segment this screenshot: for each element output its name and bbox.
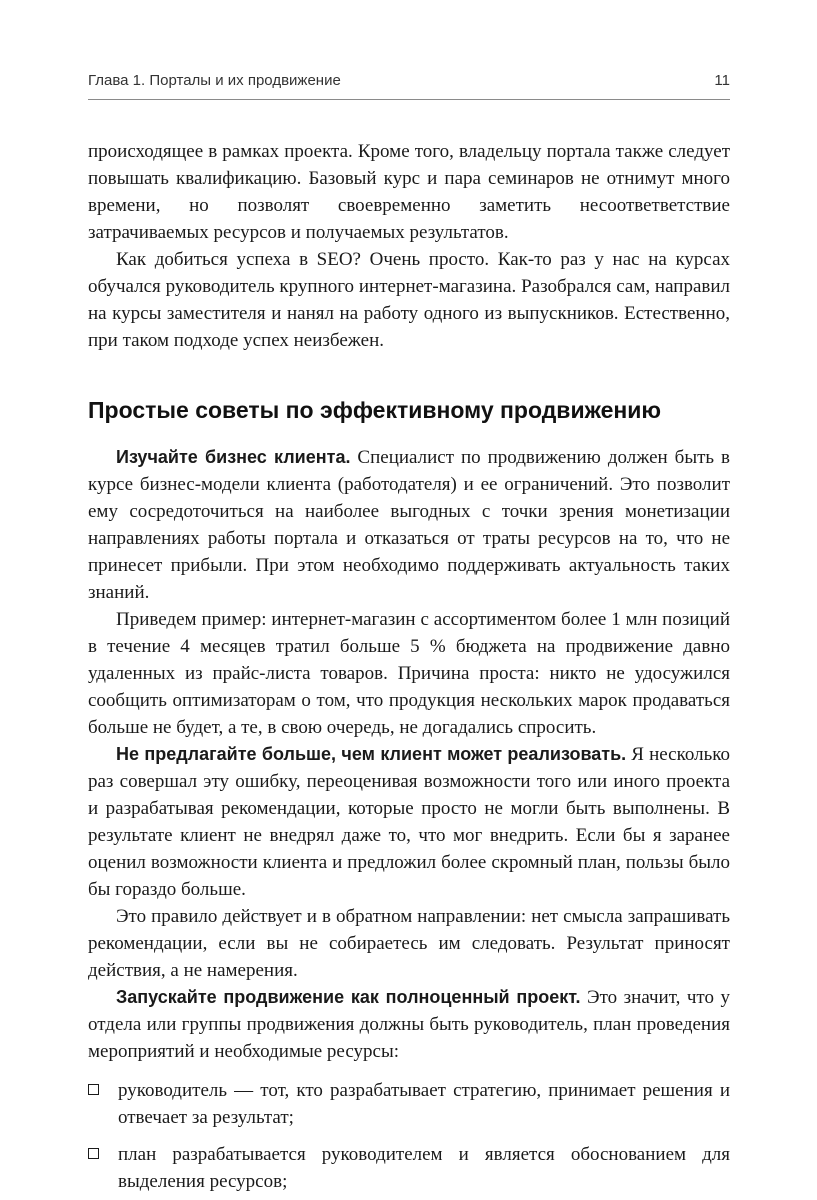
run-in-heading: Изучайте бизнес клиента. <box>116 447 351 467</box>
list-item <box>88 1141 730 1195</box>
body-paragraph <box>88 246 730 354</box>
page-content <box>88 138 730 1195</box>
body-paragraph <box>88 138 730 246</box>
run-in-heading: Запускайте продвижение как полноценный проект. <box>116 987 581 1007</box>
chapter-title: Глава 1. Порталы и их продвижение <box>88 72 341 89</box>
bullet-list <box>88 1077 730 1195</box>
body-paragraph <box>88 984 730 1065</box>
list-item-text: руководитель — тот, кто разрабатывает стратегию, принимает решения и отвечает за результат; <box>118 1080 730 1128</box>
body-paragraph <box>88 444 730 606</box>
running-head <box>88 72 730 100</box>
list-item <box>88 1077 730 1131</box>
paragraph-text: Это значит, что у отдела или группы продвижения должны быть руководитель, план проведения мероприятий и необходимые ресурсы: <box>88 987 730 1062</box>
page-number: 11 <box>714 72 730 89</box>
body-paragraph <box>88 606 730 741</box>
bullet-square-icon <box>88 1077 118 1095</box>
paragraph-text: Как добиться успеха в SEO? Очень просто. Как-то раз у нас на курсах обучался руководитель крупного интернет-магазина. Разобрался сам, направил на курсы заместителя и нанял на работу одного из выпускников. Естественно, при таком подходе успех неизбежен. <box>88 249 730 351</box>
paragraph-text: Это правило действует и в обратном направлении: нет смысла запрашивать рекомендации, если вы не собираетесь им следовать. Результат приносят действия, а не намерения. <box>88 906 730 981</box>
section-heading: Простые советы по эффективному продвижению <box>88 397 662 423</box>
body-paragraph <box>88 741 730 903</box>
paragraph-text: Приведем пример: интернет-магазин с ассортиментом более 1 млн позиций в течение 4 месяцев тратил больше 5 % бюджета на продвижение давно удаленных из прайс-листа товаров. Причина проста: никто не удосужился сообщить оптимизаторам о том, что продукция нескольких марок продаваться больше не будет, а те, в свою очередь, не догадались спросить. <box>88 609 730 738</box>
paragraph-text: Специалист по продвижению должен быть в курсе бизнес-модели клиента (работодателя) и ее ограничений. Это позволит ему сосредоточиться на наиболее выгодных с точки зрения монетизации направлениях работы портала и отказаться от траты ресурсов на то, что не принесет прибыли. При этом необходимо поддерживать актуальность таких знаний. <box>88 447 730 603</box>
body-paragraph <box>88 903 730 984</box>
list-item-text: план разрабатывается руководителем и является обоснованием для выделения ресурсов; <box>118 1144 730 1192</box>
paragraph-text: Я несколько раз совершал эту ошибку, переоценивая возможности того или иного проекта и разрабатывая рекомендации, которые просто не могли быть выполнены. В результате клиент не внедрял даже то, что мог внедрить. Если бы я заранее оценил возможности клиента и предложил более скромный план, пользы было бы гораздо больше. <box>88 744 731 900</box>
bullet-square-icon <box>88 1141 118 1159</box>
paragraph-text: происходящее в рамках проекта. Кроме того, владельцу портала также следует повышать квалификацию. Базовый курс и пара семинаров не отнимут много времени, но позволят своевременно заметить несоответветствие затрачиваемых ресурсов и получаемых результатов. <box>88 141 730 243</box>
run-in-heading: Не предлагайте больше, чем клиент может реализовать. <box>116 744 627 764</box>
